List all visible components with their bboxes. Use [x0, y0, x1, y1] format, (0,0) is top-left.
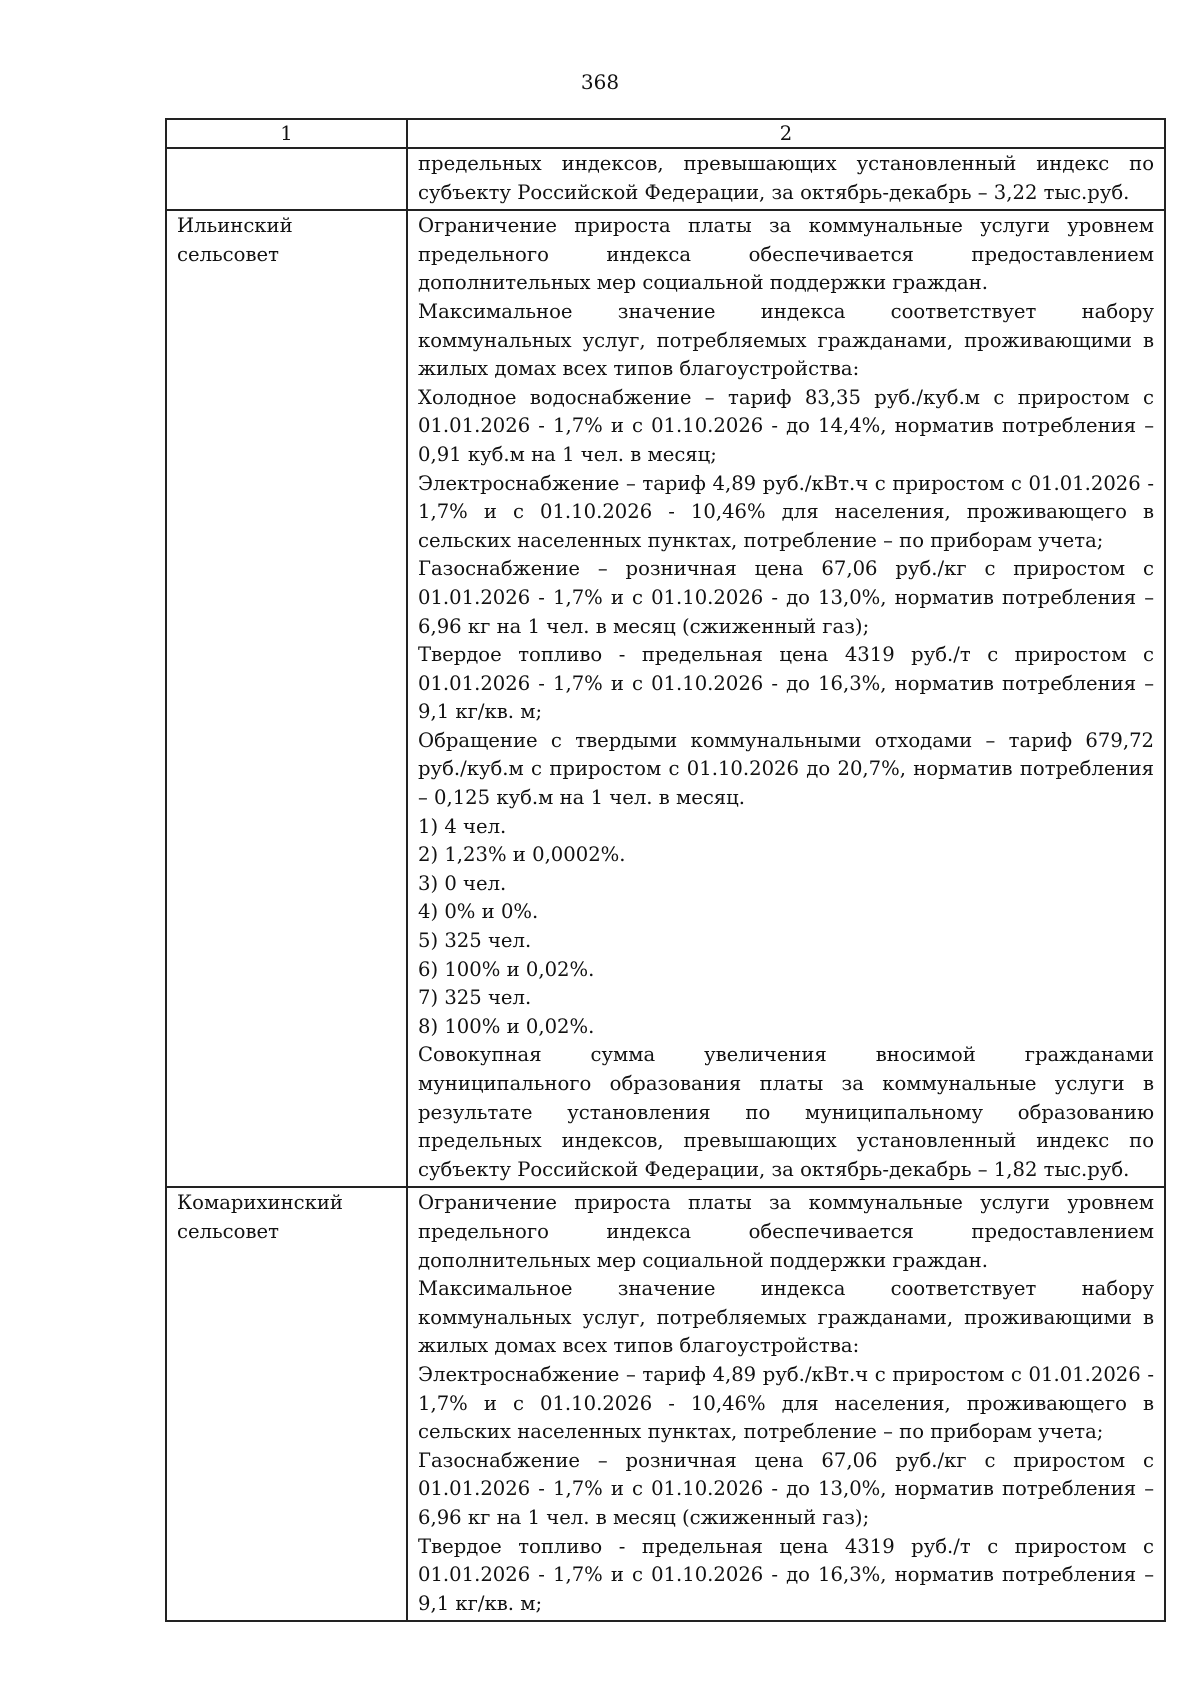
paragraph: Газоснабжение – розничная цена 67,06 руб./кг с приростом с 01.01.2026 - 1,7% и с 01.10.2026 - до 13,0%, норматив потребления – 6,96 кг на 1 чел. в месяц (сжиженный газ); [418, 557, 1154, 638]
paragraph: Газоснабжение – розничная цена 67,06 руб./кг с приростом с 01.01.2026 - 1,7% и с 01.10.2026 - до 13,0%, норматив потребления – 6,96 кг на 1 чел. в месяц (сжиженный газ); [418, 1448, 1154, 1529]
list-item: 4) 0% и 0%. [418, 900, 539, 924]
paragraph: Ограничение прироста платы за коммунальные услуги уровнем предельного индекса обеспечивается предоставлением дополнительных мер социальной поддержки граждан. [418, 1191, 1154, 1272]
paragraph: Твердое топливо - предельная цена 4319 руб./т с приростом с 01.01.2026 - 1,7% и с 01.10.2026 - до 16,3%, норматив потребления – 9,1 кг/кв. м; [418, 1534, 1154, 1615]
list-item: 6) 100% и 0,02%. [418, 957, 595, 981]
table-row [166, 210, 1165, 1187]
municipality-cell [166, 210, 407, 1187]
header-cell-1: 1 [166, 119, 407, 148]
municipality-name-line: Комарихинский [177, 1191, 343, 1215]
list-item: 5) 325 чел. [418, 929, 532, 953]
municipality-name-line: сельсовет [177, 242, 279, 266]
paragraph: Электроснабжение – тариф 4,89 руб./кВт.ч с приростом с 01.01.2026 - 1,7% и с 01.10.2026 - 10,46% для населения, проживающего в сельских населенных пунктах, потребление – по приборам учета; [418, 1362, 1154, 1444]
paragraph: Ограничение прироста платы за коммунальные услуги уровнем предельного индекса обеспечивается предоставлением дополнительных мер социальной поддержки граждан. [418, 214, 1154, 295]
paragraph: Холодное водоснабжение – тариф 83,35 руб./куб.м с приростом с 01.01.2026 - 1,7% и с 01.10.2026 - до 14,4%, норматив потребления – 0,91 куб.м на 1 чел. в месяц; [418, 385, 1154, 466]
description-cell [407, 1187, 1165, 1621]
paragraph: Максимальное значение индекса соответствует набору коммунальных услуг, потребляемых гражданами, проживающими в жилых домах всех типов благоустройства: [418, 299, 1154, 381]
header-cell-2: 2 [407, 119, 1165, 148]
table-row [166, 148, 1165, 210]
municipality-name-line: сельсовет [177, 1219, 279, 1243]
municipality-cell [166, 1187, 407, 1621]
list-item: 7) 325 чел. [418, 986, 532, 1010]
paragraph: Совокупная сумма увеличения вносимой гражданами муниципального образования платы за коммунальные услуги в результате установления по муниципальному образованию предельных индексов, превышающих установленный индекс по субъекту Российской Федерации, за октябрь-декабрь – 1,82 тыс.руб. [418, 1043, 1154, 1181]
list-item: 3) 0 чел. [418, 871, 507, 895]
paragraph: Обращение с твердыми коммунальными отходами – тариф 679,72 руб./куб.м с приростом с 01.10.2026 до 20,7%, норматив потребления – 0,125 куб.м на 1 чел. в месяц. [418, 728, 1154, 810]
list-item: 1) 4 чел. [418, 814, 507, 838]
page-number: 368 [580, 70, 620, 94]
list-item: 8) 100% и 0,02%. [418, 1014, 595, 1038]
municipality-cell [166, 148, 407, 210]
paragraph: Электроснабжение – тариф 4,89 руб./кВт.ч с приростом с 01.01.2026 - 1,7% и с 01.10.2026 - 10,46% для населения, проживающего в сельских населенных пунктах, потребление – по приборам учета; [418, 471, 1154, 552]
paragraph: Твердое топливо - предельная цена 4319 руб./т с приростом с 01.01.2026 - 1,7% и с 01.10.2026 - до 16,3%, норматив потребления – 9,1 кг/кв. м; [418, 643, 1154, 724]
description-cell [407, 210, 1165, 1187]
municipality-name-line: Ильинский [177, 214, 293, 238]
paragraph: предельных индексов, превышающих установленный индекс по субъекту Российской Федерации, за октябрь-декабрь – 3,22 тыс.руб. [418, 152, 1154, 204]
paragraph: Максимальное значение индекса соответствует набору коммунальных услуг, потребляемых гражданами, проживающими в жилых домах всех типов благоустройства: [418, 1277, 1154, 1358]
description-cell [407, 148, 1165, 210]
table-header-row [166, 119, 1165, 148]
list-item: 2) 1,23% и 0,0002%. [418, 843, 626, 867]
table-row [166, 1187, 1165, 1621]
table-body [166, 119, 1165, 1621]
tariff-table [165, 118, 1166, 1622]
